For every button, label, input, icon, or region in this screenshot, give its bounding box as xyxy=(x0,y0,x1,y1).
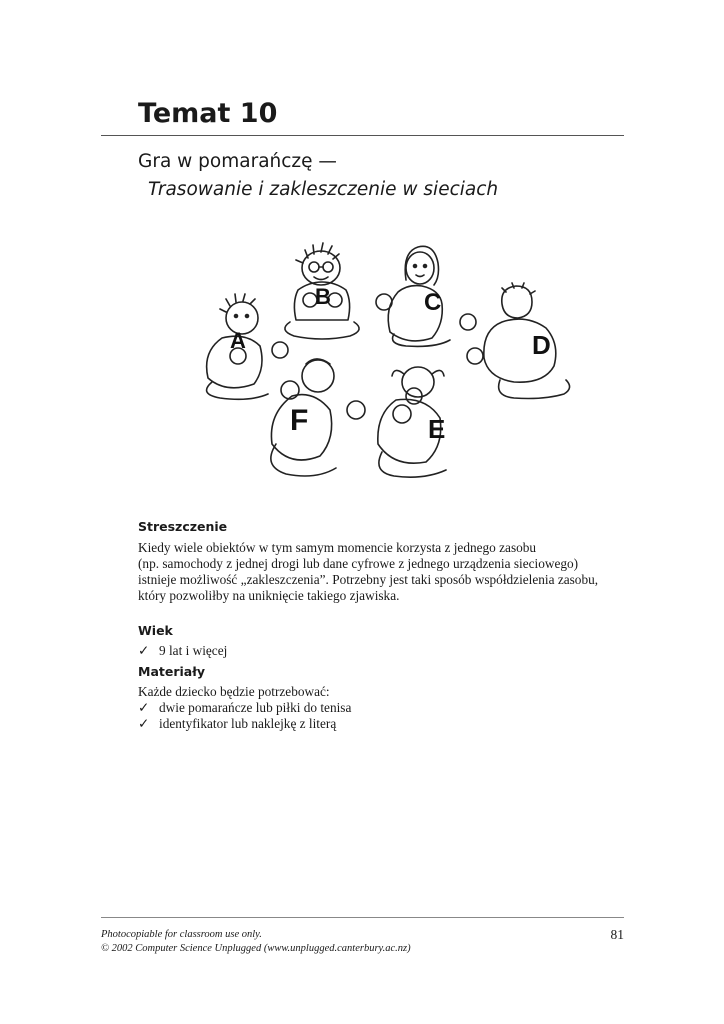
child-d-figure xyxy=(467,283,570,399)
child-a-figure xyxy=(207,294,288,399)
child-letter-d: D xyxy=(532,330,551,360)
check-icon: ✓ xyxy=(138,700,150,715)
materials-item xyxy=(138,700,351,716)
child-letter-f: F xyxy=(290,404,309,437)
children-circle-illustration xyxy=(180,230,580,492)
age-item-text: 9 lat i więcej xyxy=(159,643,228,658)
materials-heading: Materiały xyxy=(138,664,205,679)
child-c-figure xyxy=(376,246,476,346)
footer-divider xyxy=(101,917,624,918)
title-divider xyxy=(101,135,624,136)
child-f-figure xyxy=(271,359,365,476)
child-letter-a: A xyxy=(230,328,246,353)
summary-line: (np. samochody z jednej drogi lub dane cyfrowe z jednego urządzenia sieciowego) xyxy=(138,556,579,571)
page-number: 81 xyxy=(610,927,624,942)
footer-copyright: © 2002 Computer Science Unplugged (www.unplugged.canterbury.ac.nz) xyxy=(101,943,411,954)
check-icon: ✓ xyxy=(138,716,150,731)
summary-line: Kiedy wiele obiektów w tym samym momencie korzysta z jednego zasobu xyxy=(138,540,537,555)
age-item xyxy=(138,643,227,659)
summary-line: istnieje możliwość „zakleszczenia”. Potrzebny jest taki sposób współdzielenia zasobu, xyxy=(138,572,599,587)
child-letter-e: E xyxy=(428,414,446,444)
materials-item-text: dwie pomarańcze lub piłki do tenisa xyxy=(159,700,352,715)
materials-item-text: identyfikator lub naklejkę z literą xyxy=(159,716,337,731)
summary-line: który pozwoliłby na uniknięcie takiego zjawiska. xyxy=(138,588,400,603)
footer-copyright-note: Photocopiable for classroom use only. xyxy=(101,929,262,940)
activity-subtitle: Trasowanie i zakleszczenie w sieciach xyxy=(148,179,499,200)
materials-item xyxy=(138,716,336,732)
age-heading: Wiek xyxy=(138,623,173,638)
materials-intro: Każde dziecko będzie potrzebować: xyxy=(138,684,330,699)
activity-title: Gra w pomarańczę — xyxy=(138,151,337,172)
summary-heading: Streszczenie xyxy=(138,519,228,534)
page-title: Temat 10 xyxy=(138,98,278,129)
child-e-figure xyxy=(378,367,446,477)
child-letter-b: B xyxy=(315,284,331,309)
check-icon: ✓ xyxy=(138,643,150,658)
child-b-figure xyxy=(285,243,359,339)
child-letter-c: C xyxy=(424,289,442,316)
